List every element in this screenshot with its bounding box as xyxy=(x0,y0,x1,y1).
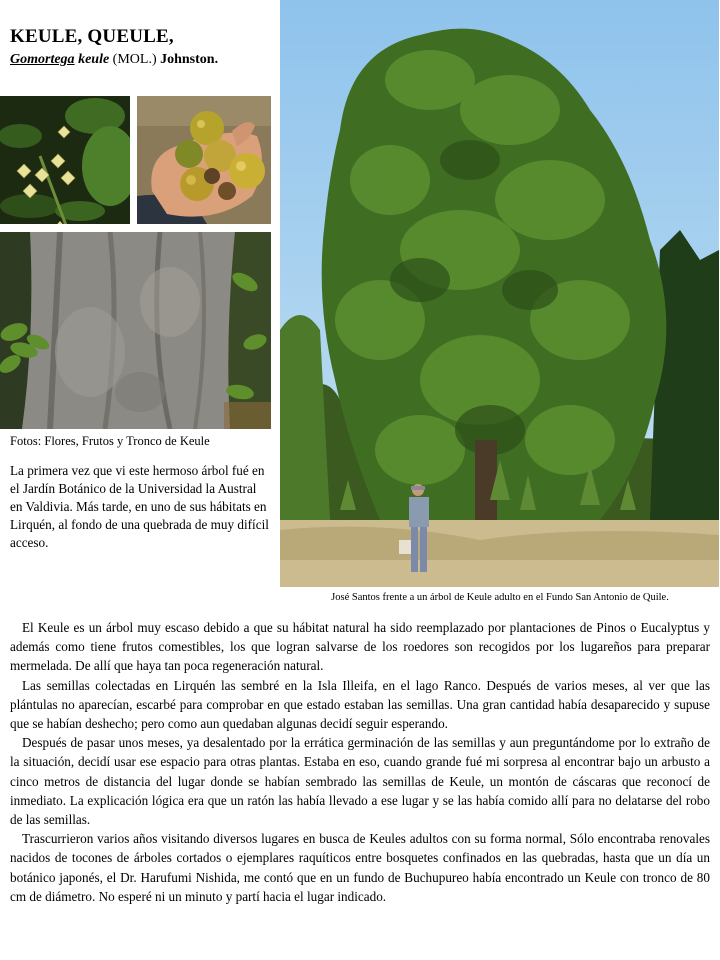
scientific-name xyxy=(10,52,218,68)
body-paragraph: Las semillas colectadas en Lirquén las sembré en la Isla Illeifa, en el lago Ranco. Después de varios meses, al ver que las plántulas no aparecían, escarbé para comprobar en que estado estaban las semillas. Una gran cantidad había desaparecido y supuse que se habían deshecho; pero como aun quedaban algunas decidí seguir esperando. xyxy=(10,677,710,732)
photos-caption: Fotos: Flores, Frutos y Tronco de Keule xyxy=(10,434,210,448)
body-paragraph: Después de pasar unos meses, ya desalentado por la errática germinación de las semillas y aun preguntándome por lo extraño de la situación, decidí usar ese espacio para otras plantas. Estaba en eso, cuando grande fué mi sorpresa al encontrar bajo un arbusto a cinco metros de distancia del lugar donde se habían sembrado las semillas de Keule, un montón de cáscaras que reconocí de inmediato. La explicación lógica era que un ratón las había llevado a ese lugar y se las había comido allí para no delatarse del robo de las semillas. xyxy=(10,735,710,828)
species-name: keule xyxy=(74,52,110,67)
article-body xyxy=(10,618,710,906)
author-abbrev: (MOL.) xyxy=(109,52,161,67)
body-paragraph: Trascurrieron varios años visitando diversos lugares en busca de Keules adultos con su forma normal, Sólo encontraba renovales nacidos de tocones de árboles cortados o ejemplares raquíticos entre bosquetes confinados en las quebradas, hasta que un día un botánico japonés, el Dr. Harufumi Nishida, me contó que en un fundo de Buchupureo había encontrado un Keule con tronco de 80 cm de diámetro. No esperé ni un minuto y partí hacia el lugar indicado. xyxy=(10,831,710,904)
tree-photo-caption: José Santos frente a un árbol de Keule adulto en el Fundo San Antonio de Quile. xyxy=(331,592,669,603)
trunk-photo xyxy=(0,232,271,429)
page-title: KEULE, QUEULE, xyxy=(10,26,174,47)
intro-paragraph: La primera vez que vi este hermoso árbol fué en el Jardín Botánico de la Universidad la Austral en Valdivia. Más tarde, en uno de sus hábitats en Lirquén, al fondo de una quebrada de muy difícil acceso. xyxy=(10,463,269,550)
body-paragraph: El Keule es un árbol muy escaso debido a que su hábitat natural ha sido reemplazado por plantaciones de Pinos o Eucalyptus y además como tiene frutos comestibles, los que logran salvarse de los roedores son recogidos por los lugareños para preparar mermelada. De allí que haya tan poca regeneración natural. xyxy=(10,620,710,674)
author-name: Johnston. xyxy=(160,52,219,67)
fruits-photo xyxy=(137,96,271,224)
genus-name: Gomortega xyxy=(10,52,75,67)
tree-photo xyxy=(280,0,719,587)
flowers-photo xyxy=(0,96,130,224)
